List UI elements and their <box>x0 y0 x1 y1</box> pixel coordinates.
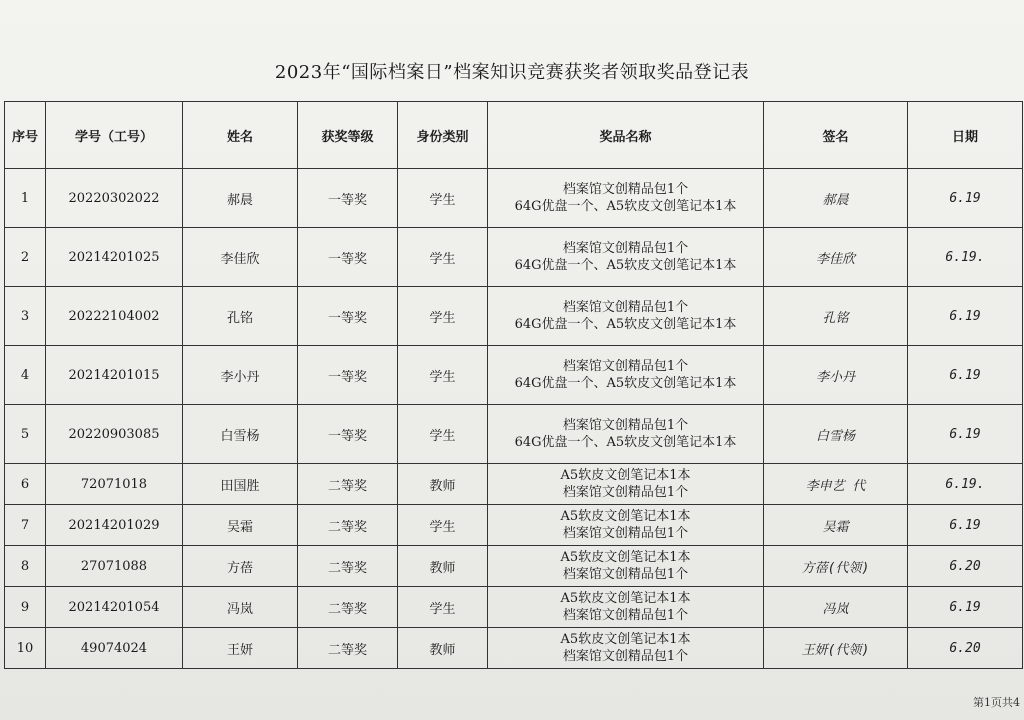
row-no: 2 <box>5 228 46 287</box>
row-id: 20222104002 <box>46 287 183 346</box>
row-signature: 方蓓(代领) <box>764 546 908 587</box>
row-name: 吴霜 <box>183 505 298 546</box>
row-id: 20214201015 <box>46 346 183 405</box>
row-prize <box>488 287 764 346</box>
row-date: 6.19 <box>908 405 1023 464</box>
table-row <box>5 346 1023 405</box>
prize-line-1: A5软皮文创笔记本1本 <box>560 591 691 606</box>
header-identity-type: 身份类别 <box>398 102 488 169</box>
row-id: 20220903085 <box>46 405 183 464</box>
row-signature: 李申艺 代 <box>764 464 908 505</box>
row-id: 20214201029 <box>46 505 183 546</box>
row-name: 孔铭 <box>183 287 298 346</box>
row-id: 27071088 <box>46 546 183 587</box>
table-header-row <box>5 102 1023 169</box>
row-prize <box>488 405 764 464</box>
row-level: 一等奖 <box>298 405 398 464</box>
row-signature: 王妍(代领) <box>764 628 908 669</box>
prize-line-2: 档案馆文创精品包1个 <box>562 649 689 664</box>
row-type: 教师 <box>398 464 488 505</box>
row-level: 二等奖 <box>298 464 398 505</box>
row-id: 49074024 <box>46 628 183 669</box>
table-row <box>5 546 1023 587</box>
prize-line-1: A5软皮文创笔记本1本 <box>560 550 691 565</box>
prize-line-1: 档案馆文创精品包1个 <box>562 182 689 197</box>
row-prize <box>488 169 764 228</box>
row-prize <box>488 228 764 287</box>
row-level: 二等奖 <box>298 546 398 587</box>
row-prize <box>488 587 764 628</box>
header-date: 日期 <box>908 102 1023 169</box>
header-prize: 奖品名称 <box>488 102 764 169</box>
prize-line-2: 档案馆文创精品包1个 <box>562 485 689 500</box>
row-no: 3 <box>5 287 46 346</box>
row-id: 72071018 <box>46 464 183 505</box>
row-signature: 李小丹 <box>764 346 908 405</box>
prize-line-2: 档案馆文创精品包1个 <box>562 526 689 541</box>
table-row <box>5 169 1023 228</box>
row-date: 6.19 <box>908 505 1023 546</box>
row-level: 一等奖 <box>298 346 398 405</box>
award-registration-table <box>4 101 1023 669</box>
row-signature: 孔铭 <box>764 287 908 346</box>
row-type: 学生 <box>398 346 488 405</box>
row-signature: 白雪杨 <box>764 405 908 464</box>
table-row <box>5 287 1023 346</box>
row-name: 冯岚 <box>183 587 298 628</box>
row-level: 一等奖 <box>298 287 398 346</box>
row-date: 6.19 <box>908 169 1023 228</box>
prize-line-1: 档案馆文创精品包1个 <box>562 359 689 374</box>
row-prize <box>488 546 764 587</box>
header-award-level: 获奖等级 <box>298 102 398 169</box>
row-type: 学生 <box>398 587 488 628</box>
row-type: 学生 <box>398 287 488 346</box>
row-no: 10 <box>5 628 46 669</box>
row-type: 学生 <box>398 169 488 228</box>
table-row <box>5 587 1023 628</box>
prize-line-1: 档案馆文创精品包1个 <box>562 300 689 315</box>
prize-line-1: A5软皮文创笔记本1本 <box>560 632 691 647</box>
row-level: 二等奖 <box>298 505 398 546</box>
row-date: 6.19. <box>908 228 1023 287</box>
row-date: 6.19 <box>908 587 1023 628</box>
row-signature: 郝晨 <box>764 169 908 228</box>
row-date: 6.19 <box>908 346 1023 405</box>
row-name: 郝晨 <box>183 169 298 228</box>
table-row <box>5 505 1023 546</box>
row-no: 6 <box>5 464 46 505</box>
prize-line-2: 64G优盘一个、A5软皮文创笔记本1本 <box>514 258 737 273</box>
row-name: 王妍 <box>183 628 298 669</box>
row-prize <box>488 464 764 505</box>
prize-line-1: A5软皮文创笔记本1本 <box>560 468 691 483</box>
prize-line-2: 64G优盘一个、A5软皮文创笔记本1本 <box>514 376 737 391</box>
row-signature: 冯岚 <box>764 587 908 628</box>
row-type: 学生 <box>398 505 488 546</box>
prize-line-1: 档案馆文创精品包1个 <box>562 418 689 433</box>
row-prize <box>488 346 764 405</box>
row-name: 方蓓 <box>183 546 298 587</box>
row-date: 6.19. <box>908 464 1023 505</box>
row-signature: 吴霜 <box>764 505 908 546</box>
prize-line-2: 64G优盘一个、A5软皮文创笔记本1本 <box>514 199 737 214</box>
row-date: 6.20 <box>908 628 1023 669</box>
row-no: 1 <box>5 169 46 228</box>
prize-line-2: 档案馆文创精品包1个 <box>562 567 689 582</box>
row-id: 20214201025 <box>46 228 183 287</box>
header-signature: 签名 <box>764 102 908 169</box>
prize-line-2: 64G优盘一个、A5软皮文创笔记本1本 <box>514 435 737 450</box>
document-title: 2023年“国际档案日”档案知识竞赛获奖者领取奖品登记表 <box>274 62 750 83</box>
row-name: 田国胜 <box>183 464 298 505</box>
prize-line-1: A5软皮文创笔记本1本 <box>560 509 691 524</box>
row-no: 5 <box>5 405 46 464</box>
row-name: 李佳欣 <box>183 228 298 287</box>
row-date: 6.19 <box>908 287 1023 346</box>
row-date: 6.20 <box>908 546 1023 587</box>
row-level: 二等奖 <box>298 587 398 628</box>
row-signature: 李佳欣 <box>764 228 908 287</box>
row-type: 教师 <box>398 628 488 669</box>
table-row <box>5 628 1023 669</box>
row-name: 白雪杨 <box>183 405 298 464</box>
row-no: 8 <box>5 546 46 587</box>
row-type: 教师 <box>398 546 488 587</box>
row-prize <box>488 505 764 546</box>
table-row <box>5 464 1023 505</box>
row-no: 9 <box>5 587 46 628</box>
prize-line-1: 档案馆文创精品包1个 <box>562 241 689 256</box>
row-prize <box>488 628 764 669</box>
header-name: 姓名 <box>183 102 298 169</box>
row-name: 李小丹 <box>183 346 298 405</box>
header-no: 序号 <box>5 102 46 169</box>
row-level: 一等奖 <box>298 228 398 287</box>
row-level: 一等奖 <box>298 169 398 228</box>
prize-line-2: 64G优盘一个、A5软皮文创笔记本1本 <box>514 317 737 332</box>
row-level: 二等奖 <box>298 628 398 669</box>
page-number: 第1页共4 <box>973 696 1020 709</box>
table-row <box>5 405 1023 464</box>
row-id: 20214201054 <box>46 587 183 628</box>
row-no: 4 <box>5 346 46 405</box>
row-type: 学生 <box>398 405 488 464</box>
row-id: 20220302022 <box>46 169 183 228</box>
table-row <box>5 228 1023 287</box>
header-student-id: 学号（工号） <box>46 102 183 169</box>
row-no: 7 <box>5 505 46 546</box>
row-type: 学生 <box>398 228 488 287</box>
prize-line-2: 档案馆文创精品包1个 <box>562 608 689 623</box>
